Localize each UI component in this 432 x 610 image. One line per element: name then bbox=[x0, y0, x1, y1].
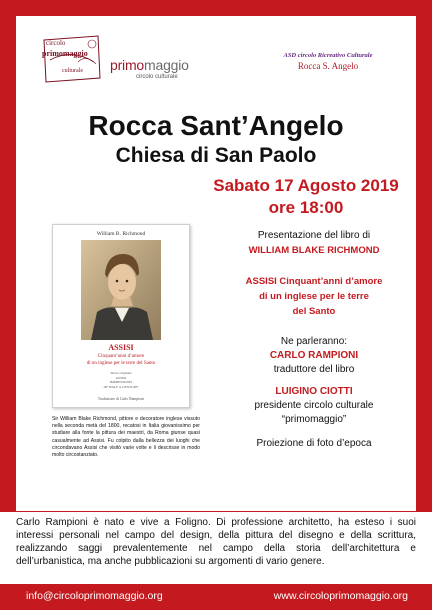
poster-sheet bbox=[16, 16, 416, 511]
event-date: Sabato 17 Agosto 2019 bbox=[213, 176, 399, 195]
translator-about: Carlo Rampioni è nato e vive a Foligno. Di professione architetto, ha esteso i suoi interessi personali nel campo del design, della pittura del disegno e della scrittura, realizzando saggi prevalentemente nel campo della storia dell’architettura e dell’urbanistica, ma anche pubblicazioni su argomenti di vario genere. bbox=[16, 517, 416, 567]
author-bio: Sir William Blake Richmond, pittore e decoratore inglese vissuto nella seconda metà del 1800, recatosi in Italia giovanissimo per studiare alla fonte la pittura dei maestri, da Roma giunse quasi casualmente ad Assisi. Fu colpito dalla bellezza dei luoghi che circondavano Assisi che visitò varie volte e li descrisse in modo molto circostanziato. bbox=[52, 416, 200, 459]
event-venue: Chiesa di San Paolo bbox=[115, 144, 317, 167]
speaker-1-role: traduttore del libro bbox=[273, 364, 355, 375]
cover-subtitle-1: Cinquant’anni d’amore bbox=[97, 354, 145, 359]
book-title-line: del Santo bbox=[292, 306, 336, 317]
cover-subtitle-2: di un inglese per le terre del Santo bbox=[86, 361, 156, 366]
book-cover bbox=[52, 224, 190, 408]
speaker-2-role: presidente circolo culturale bbox=[254, 400, 374, 411]
brand-subtitle: circolo culturale bbox=[136, 74, 178, 80]
asd-logo bbox=[248, 52, 408, 71]
cover-title: ASSISI bbox=[108, 343, 134, 352]
stamp-mid-text: primomaggio bbox=[42, 49, 88, 58]
photo-projection: Proiezione di foto d’epoca bbox=[256, 438, 372, 449]
footer-website-link[interactable]: www.circoloprimomaggio.org bbox=[273, 590, 408, 602]
rocca-small-text: Rocca S. Angelo bbox=[297, 61, 359, 71]
book-title-line: ASSISI Cinquant’anni d’amore bbox=[245, 276, 383, 287]
speakers-intro: Ne parleranno: bbox=[280, 336, 348, 347]
footer-bar bbox=[0, 584, 432, 610]
portrait-image bbox=[81, 240, 161, 340]
cover-orig-line: Titolo originale bbox=[110, 371, 132, 375]
presentation-label: Presentazione del libro di bbox=[257, 230, 371, 241]
cover-original-title bbox=[53, 371, 189, 390]
speaker-2-name: LUIGINO CIOTTI bbox=[275, 386, 353, 397]
cover-author: William B. Richmond bbox=[96, 231, 146, 237]
stamp-bottom-text: culturale bbox=[62, 68, 83, 74]
stamp-top-text: circolo bbox=[46, 39, 66, 47]
speaker-1-name: CARLO RAMPIONI bbox=[269, 350, 359, 361]
brand-maggio: maggio bbox=[144, 57, 189, 73]
cover-translation: Traduzione di Carlo Rampioni bbox=[97, 397, 145, 401]
brand-wordmark bbox=[110, 58, 189, 74]
author-name: WILLIAM BLAKE RICHMOND bbox=[248, 245, 380, 256]
cover-orig-line: OF HALF A CENTURY bbox=[103, 385, 139, 390]
primomaggio-logo bbox=[38, 30, 203, 90]
asd-text: ASD circolo Ricreativo Culturale bbox=[283, 52, 373, 59]
circolo-stamp-icon bbox=[38, 30, 106, 90]
cover-orig-line: IMPRESSIONS bbox=[109, 380, 133, 385]
event-time: ore 18:00 bbox=[268, 198, 344, 217]
cover-orig-line: ASSISI bbox=[115, 375, 127, 380]
event-title: Rocca Sant’Angelo bbox=[88, 110, 344, 141]
book-title-line: di un inglese per le terre bbox=[259, 291, 369, 302]
footer-email-link[interactable]: info@circoloprimomaggio.org bbox=[26, 590, 163, 602]
brand-primo: primo bbox=[110, 57, 145, 73]
speaker-2-role: “primomaggio” bbox=[281, 414, 347, 425]
